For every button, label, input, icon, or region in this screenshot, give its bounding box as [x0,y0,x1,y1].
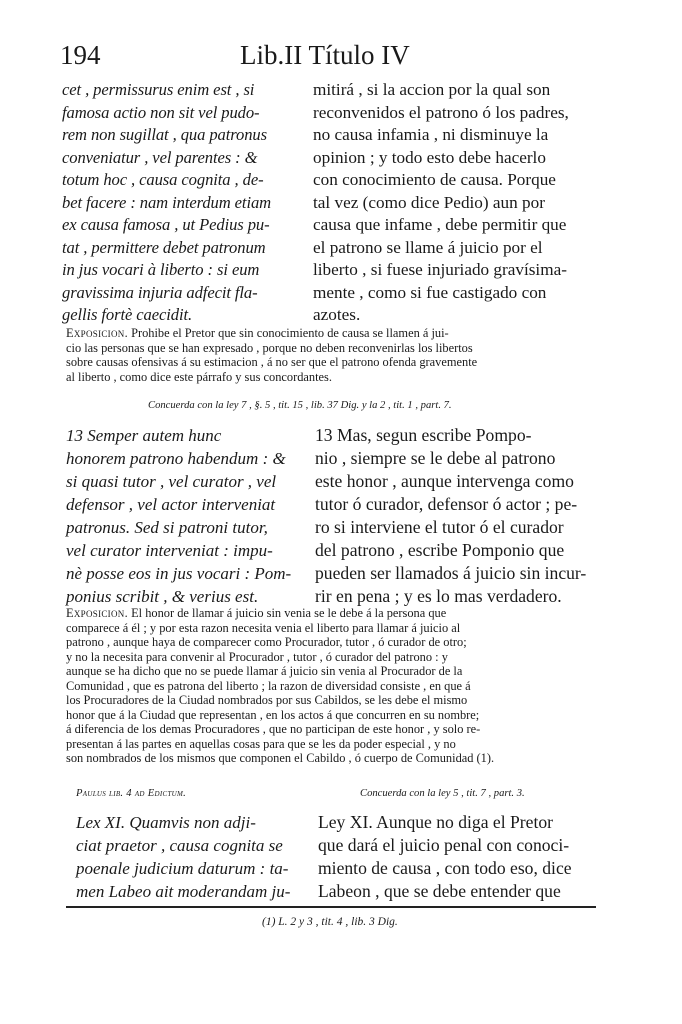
latin-line: 13 Semper autem hunc [66,426,222,445]
spanish-line: el patrono se llame á juicio por el [313,237,543,257]
latin-line: conveniatur , vel parentes : & [62,147,258,167]
latin-column-1 [62,79,271,327]
latin-line: patronus. Sed si patroni tutor, [66,518,268,537]
paulus-reference: Paulus lib. 4 ad Edictum. [76,788,187,799]
footnote-rule [66,906,596,908]
exposicion-text: comparece á él ; y por esta razon necesita venia el liberto para llamar á juicio al [66,620,461,635]
latin-line: totum hoc , causa cognita , de- [62,170,264,189]
exposicion-1 [66,326,477,384]
spanish-line: mente , como si fue castigado con [313,282,547,302]
spanish-line: no causa infamia , ni disminuye la [313,125,549,144]
latin-line: bet facere : nam interdum etiam [62,192,272,212]
spanish-line: nio , siempre se le debe al patrono [315,448,556,468]
spanish-line: pueden ser llamados á juicio sin incur- [315,563,587,583]
exposicion-text: cio las personas que se han expresado , porque no deben reconvenirlas los libertos [66,340,473,355]
concuerda-reference-2: Concuerda con la ley 5 , tit. 7 , part. 3. [360,788,525,799]
exposicion-text: aunque se ha dicho que no se puede llamar á juicio sin venia al Procurador de la [66,664,463,678]
latin-line: nè posse eos in jus vocari : Pom- [66,564,292,583]
spanish-line: reconvenidos el patrono ó los padres, [313,102,569,122]
latin-line: Lex XI. Quamvis non adji- [76,813,256,832]
latin-line: vel curator interveniat : impu- [66,541,273,560]
spanish-line: liberto , si fuese injuriado gravísima- [313,260,567,279]
latin-line: poenale judicium daturum : ta- [76,859,289,878]
latin-line: defensor , vel actor interveniat [66,495,276,514]
latin-line: rem non sugillat , qua patronus [62,125,267,144]
latin-line: gravissima injuria adfecit fla- [62,282,258,302]
spanish-line: tal vez (como dice Pedio) aun por [313,192,545,212]
exposicion-text: los Procuradores de la Ciudad nombrados por sus Cabildos, se les debe el mismo [66,693,468,707]
latin-line: men Labeo ait moderandam ju- [76,882,291,901]
exposicion-2 [66,606,494,766]
spanish-line: rir en pena ; y es lo mas verdadero. [315,586,562,606]
exposicion-text: son nombrados de los mismos que componen el Cabildo , ó cuerpo de Comunidad (1). [66,751,495,765]
footnote: (1) L. 2 y 3 , tit. 4 , lib. 3 Dig. [262,916,398,928]
latin-line: si quasi tutor , vel curator , vel [66,472,277,491]
latin-line: in jus vocari à liberto : si eum [62,260,260,279]
spanish-line: opinion ; y todo esto debe hacerlo [313,147,546,167]
spanish-line: con conocimiento de causa. Porque [313,170,556,189]
latin-column-3 [76,811,290,903]
spanish-line: que dará el juicio penal con conoci- [318,835,570,855]
latin-line: honorem patrono habendum : & [66,449,286,468]
latin-line: ex causa famosa , ut Pedius pu- [62,215,270,234]
spanish-column-2 [315,424,586,608]
exposicion-label: Exposicion. [66,326,128,340]
spanish-line: azotes. [313,305,361,324]
latin-line: tat , permittere debet patronum [62,237,266,257]
latin-line: gellis fortè caecidit. [62,305,193,324]
exposicion-text: El honor de llamar á juicio sin venia se le debe á la persona que [127,606,447,620]
spanish-line: Labeon , que se debe entender que [318,881,561,901]
exposicion-label: Exposicion. [66,606,128,620]
exposicion-text: al liberto , como dice este párrafo y sus concordantes. [66,369,332,384]
page-number: 194 [60,40,101,70]
spanish-line: tutor ó curador, defensor ó actor ; pe- [315,494,578,514]
concuerda-reference-1: Concuerda con la ley 7 , §. 5 , tit. 15 , lib. 37 Dig. y la 2 , tit. 1 , part. 7. [148,400,452,411]
exposicion-text: á diferencia de los demas Procuradores , que no participan de este honor , y solo re- [66,722,481,736]
spanish-column-3 [318,811,572,903]
exposicion-text: presentan á las partes en aquellas cosas para que se les da poder especial , y no [66,736,456,751]
latin-line: ponius scribit , & verius est. [66,587,259,606]
exposicion-text: y no la necesita para convenir al Procurador , tutor , ó curador del patrono : y [66,649,448,664]
running-title: Lib.II Título IV [240,40,410,70]
latin-line: famosa actio non sit vel pudo- [62,102,260,122]
exposicion-text: Comunidad , que es patrona del liberto ; la razon de diversidad consiste , en que á [66,678,471,693]
spanish-line: del patrono , escribe Pomponio que [315,540,565,560]
exposicion-text: Prohibe el Pretor que sin conocimiento de causa se llamen á jui- [127,326,449,340]
spanish-line: causa que infame , debe permitir que [313,215,567,234]
spanish-line: mitirá , si la accion por la qual son [313,80,551,99]
latin-line: ciat praetor , causa cognita se [76,836,283,855]
exposicion-text: patrono , aunque haya de comparecer como Procurador, tutor , ó curador de otro; [66,635,467,649]
spanish-line: 13 Mas, segun escribe Pompo- [315,425,532,445]
exposicion-text: sobre causas ofensivas á su estimacion , á no ser que el patrono ofenda gravemente [66,355,478,369]
spanish-line: miento de causa , con todo eso, dice [318,858,572,878]
exposicion-text: honor que á la Ciudad que representan , en los actos á que concurren en su nombre; [66,707,480,722]
spanish-line: ro si interviene el tutor ó el curador [315,517,564,537]
spanish-line: Ley XI. Aunque no diga el Pretor [318,812,554,832]
spanish-line: este honor , aunque intervenga como [315,471,574,491]
latin-column-2 [66,424,291,608]
latin-line: cet , permissurus enim est , si [62,80,255,99]
spanish-column-1 [313,79,569,327]
